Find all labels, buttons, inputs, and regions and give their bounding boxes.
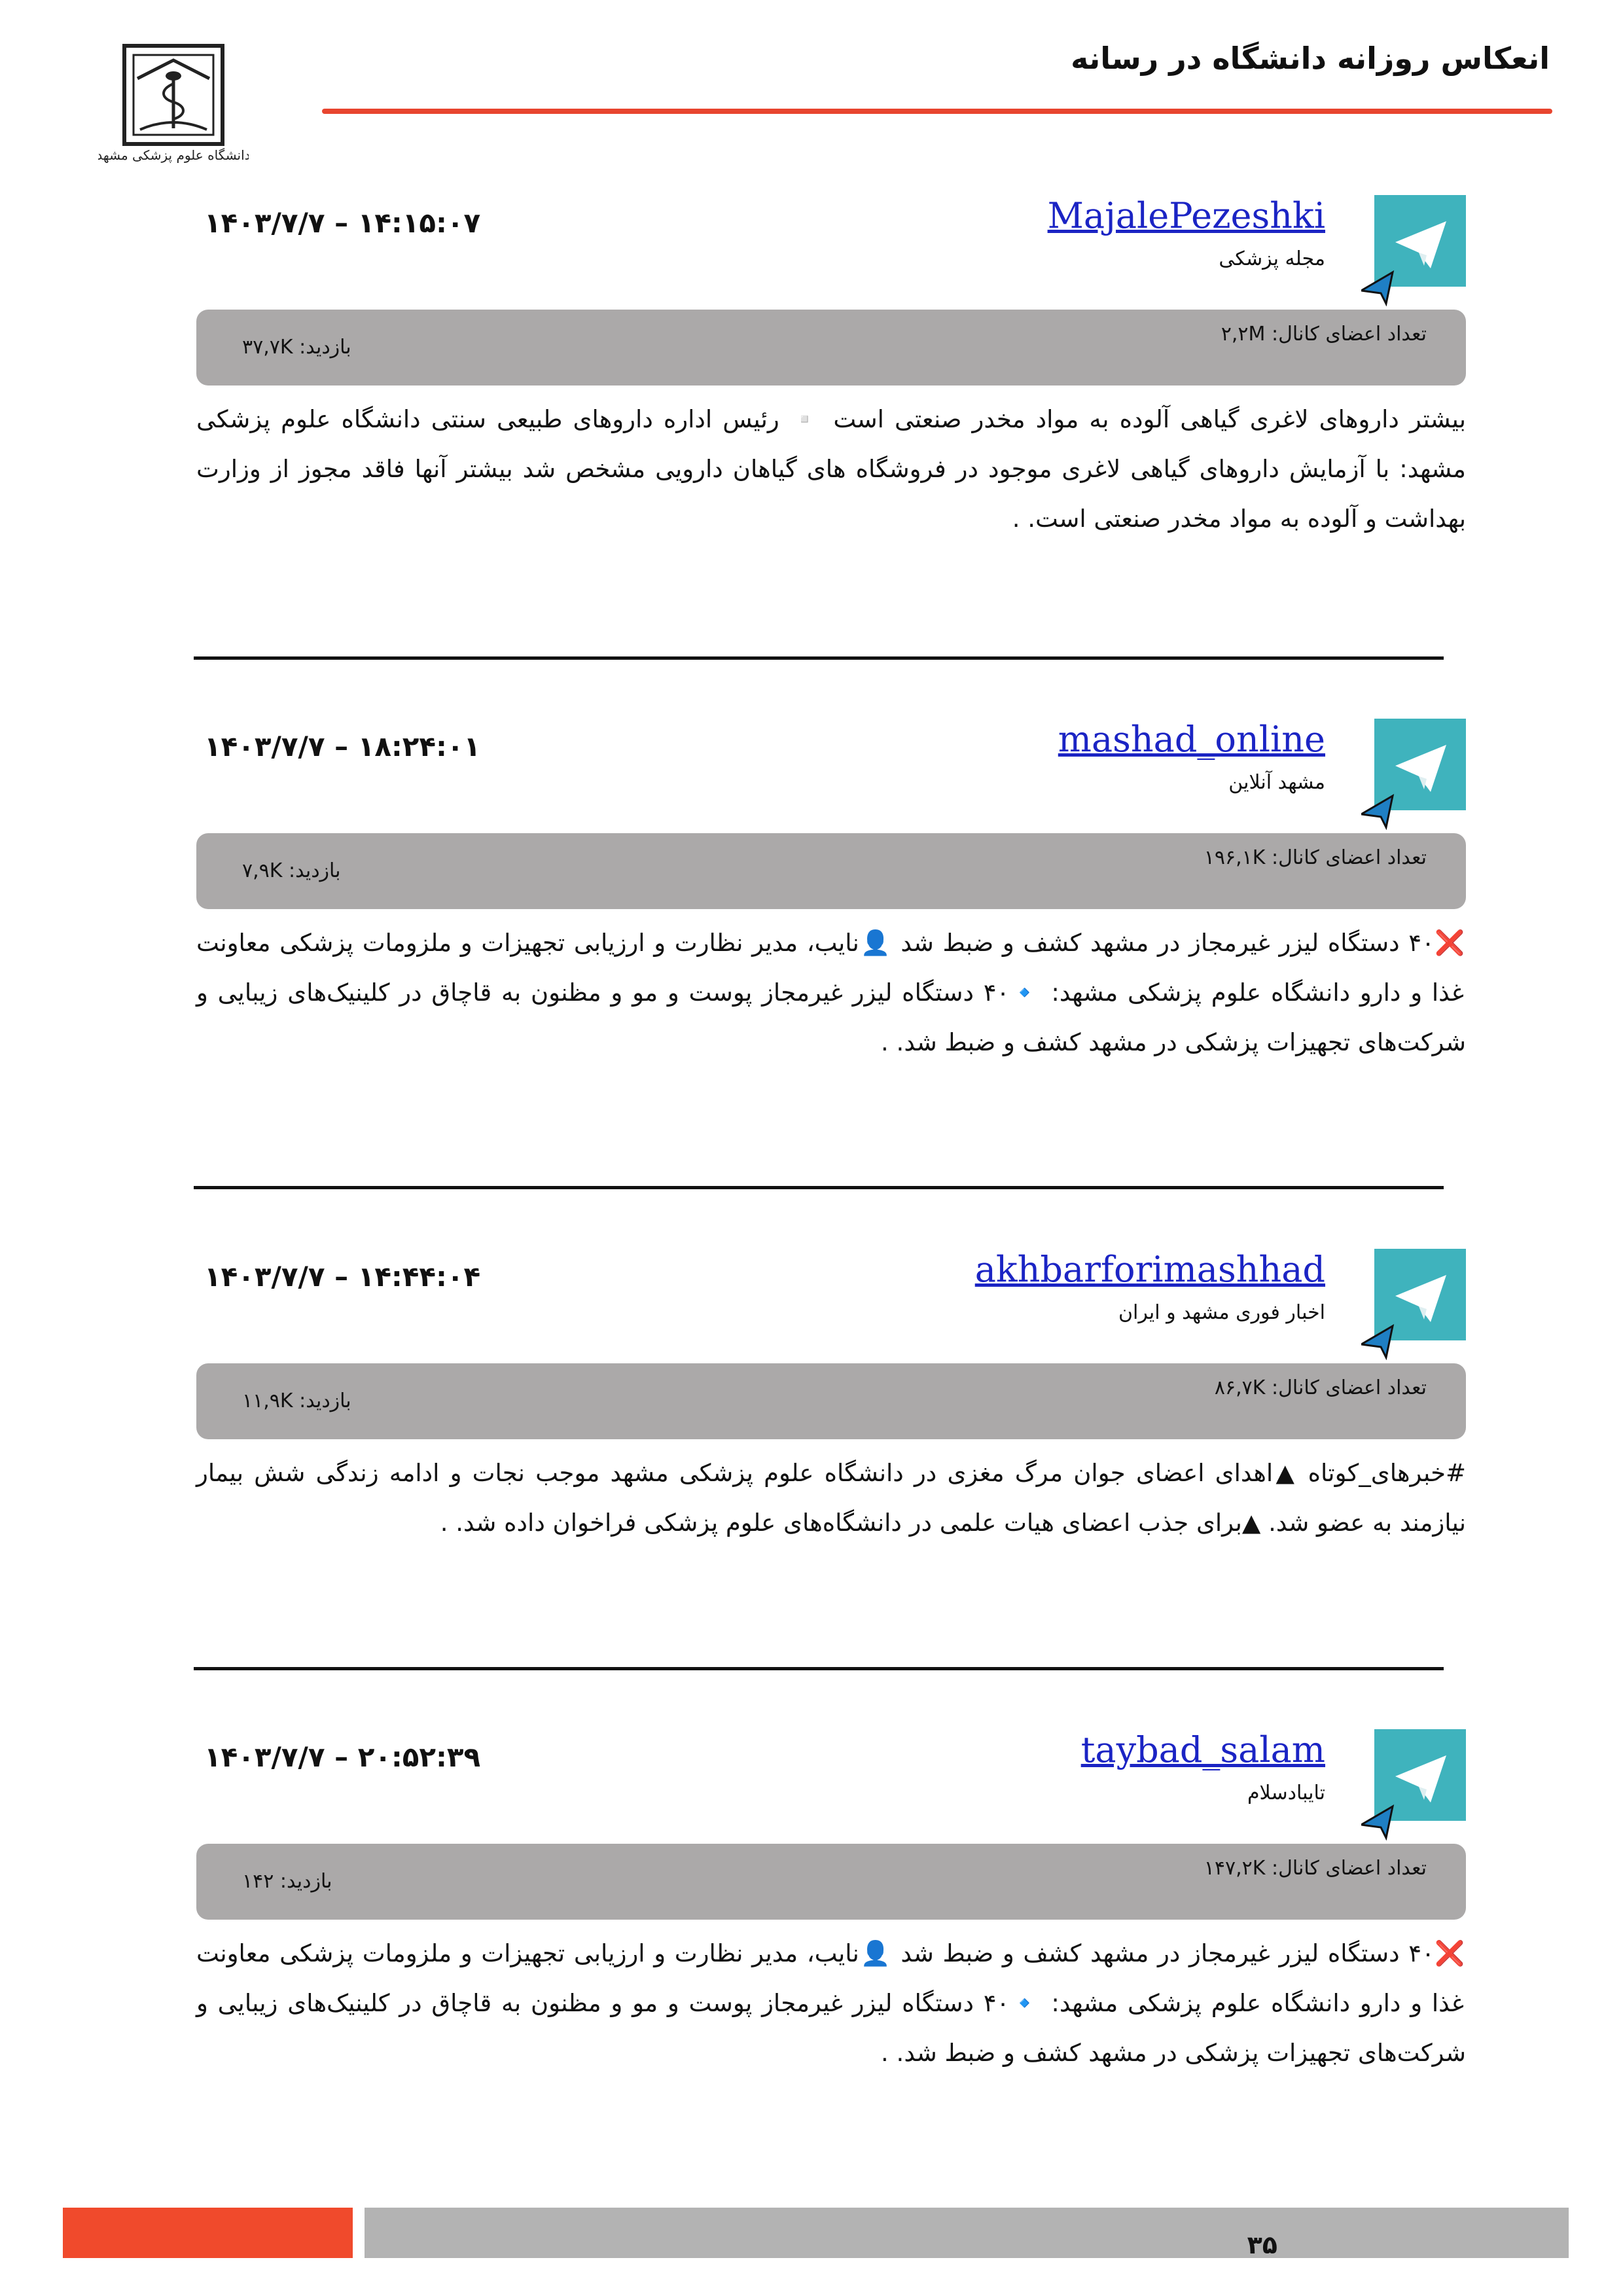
view-count: بازدید: ۱۱,۹K [242,1390,351,1412]
telegram-icon [1361,195,1466,306]
stats-box [196,1363,1466,1439]
view-count: بازدید: ۳۷,۷K [242,336,351,359]
view-count: بازدید: ۷,۹K [242,859,341,882]
post-body: #خبرهای_کوتاه ▲اهدای اعضای جوان مرگ مغزی در دانشگاه علوم پزشکی مشهد موجب نجات و ادامه زندگی شش بیمار نیازمند به عضو شد. ▲برای جذب اعضای هیات علمی در دانشگاه‌های علوم پزشکی فراخوان داده شد. . [196,1459,1466,1537]
post-date: ۱۴۰۳/۷/۷ – ۱۴:۴۴:۰۴ [204,1261,481,1293]
university-logo [98,38,249,169]
channel-handle-link[interactable]: akhbarforimashhad [974,1249,1325,1290]
page-title: انعکاس روزانه دانشگاه در رسانه [1071,41,1550,76]
channel-name: تایبادسلام [1247,1782,1325,1804]
stats-box [196,310,1466,386]
channel-name: مجله پزشکی [1219,247,1325,270]
stats-box [196,1844,1466,1920]
member-count: تعداد اعضای کانال: ۱۹۶,۱K [1204,846,1427,869]
post-akhbarforimashhad [196,1249,1466,1707]
post-date: ۱۴۰۳/۷/۷ – ۲۰:۵۲:۳۹ [204,1741,481,1773]
telegram-icon [1361,1249,1466,1360]
post-majalepezeshki [196,195,1466,653]
post-body: ❌۴۰ دستگاه لیزر غیرمجاز در مشهد کشف و ضبط شد 👤نایب، مدیر نظارت و ارزیابی تجهیزات و ملزومات پزشکی معاونت غذا و دارو دانشگاه علوم پزشکی مشهد: 🔹۴۰ دستگاه لیزر غیرمجاز پوست و مو و مظنون به قاچاق در کلینیک‌های زیبایی و شرکت‌های تجهیزات پزشکی در مشهد کشف و ضبط شد. . [196,1939,1466,2067]
post-taybad-salam [196,1729,1466,2187]
view-count: بازدید: ۱۴۲ [242,1870,332,1893]
post-body: بیشتر داروهای لاغری گیاهی آلوده به مواد مخدر صنعتی است ▫️ رئیس اداره داروهای طبیعی سنتی دانشگاه علوم پزشکی مشهد: با آزمایش داروهای گیاهی لاغری موجود در فروشگاه های گیاهان دارویی مشخص شد بیشتر آنها فاقد مجوز از وزارت بهداشت و آلوده به مواد مخدر صنعتی است. . [196,405,1466,533]
telegram-icon [1361,1729,1466,1840]
member-count: تعداد اعضای کانال: ۸۶,۷K [1214,1376,1427,1399]
member-count: تعداد اعضای کانال: ۲,۲M [1221,323,1427,346]
channel-name: مشهد آنلاین [1228,771,1325,794]
channel-handle-link[interactable]: taybad_salam [1080,1729,1325,1770]
stats-box [196,833,1466,909]
post-body: ❌۴۰ دستگاه لیزر غیرمجاز در مشهد کشف و ضبط شد 👤نایب، مدیر نظارت و ارزیابی تجهیزات و ملزومات پزشکی معاونت غذا و دارو دانشگاه علوم پزشکی مشهد: 🔹۴۰ دستگاه لیزر غیرمجاز پوست و مو و مظنون به قاچاق در کلینیک‌های زیبایی و شرکت‌های تجهیزات پزشکی در مشهد کشف و ضبط شد. . [196,929,1466,1056]
post-mashad-online [196,719,1466,1177]
telegram-icon [1361,719,1466,830]
post-separator [194,1186,1444,1189]
svg-text:دانشگاه علوم پزشکی مشهد: دانشگاه علوم پزشکی مشهد [98,147,249,163]
channel-handle-link[interactable]: mashad_online [1058,719,1325,760]
channel-name: اخبار فوری مشهد و ایران [1118,1301,1325,1324]
header-divider [322,109,1552,114]
post-separator [194,1667,1444,1670]
page-number: ۳۵ [1247,2231,1277,2259]
footer-accent-bar [63,2208,353,2258]
channel-handle-link[interactable]: MajalePezeshki [1047,195,1325,236]
post-date: ۱۴۰۳/۷/۷ – ۱۸:۲۴:۰۱ [204,730,481,762]
post-date: ۱۴۰۳/۷/۷ – ۱۴:۱۵:۰۷ [204,207,481,239]
post-separator [194,656,1444,660]
member-count: تعداد اعضای کانال: ۱۴۷,۲K [1204,1857,1427,1880]
